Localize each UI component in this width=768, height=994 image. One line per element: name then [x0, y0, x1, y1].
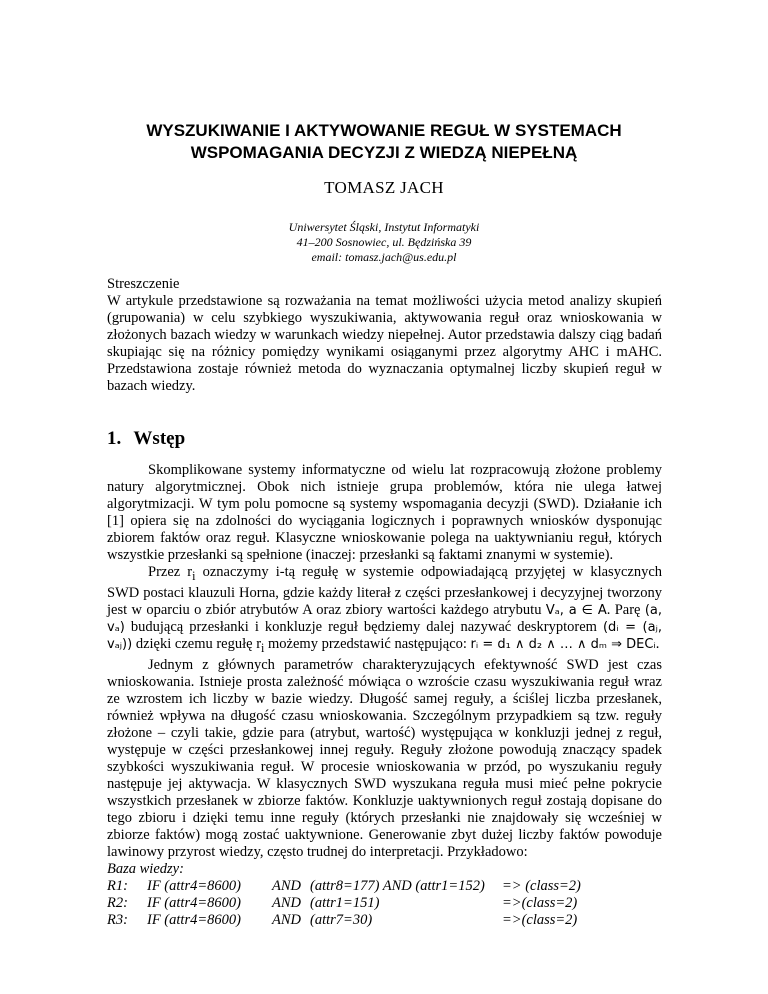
knowledge-base-label: Baza wiedzy: — [107, 860, 184, 877]
rule-operator: AND — [272, 911, 301, 928]
section-heading — [107, 428, 185, 450]
p2-text-e: dzięki czemu regułę r — [132, 635, 262, 652]
p2-sub-e: i — [261, 640, 265, 655]
rule-id: R1: — [107, 877, 128, 894]
rule-operator: AND — [272, 894, 301, 911]
p2-math-4: rᵢ = d₁ ∧ d₂ ∧ … ∧ dₘ ⇒ DECᵢ — [470, 636, 656, 652]
p2-text-g: . — [655, 635, 660, 652]
author-name: TOMASZ JACH — [324, 178, 444, 197]
rule-row — [107, 878, 662, 895]
rule-condition: IF (attr4=8600) — [147, 877, 241, 894]
rule-condition: IF (attr4=8600) — [147, 894, 241, 911]
paragraph-1: Skomplikowane systemy informatyczne od wielu lat rozpracowują złożone problemy natury algorytmicznej. Obok nich istnieje grupa problemów, która nie ulega łatwej algorytmizacji. W tym polu pomocne są systemy wspomagania decyzji (SWD). Działanie ich [1] opiera się na zdolności do wyciągania logicznych i poprawnych wniosków dysponując zbiorem faktów oraz reguł. Klasyczne wnioskowanie polega na uaktywnianiu reguł, których wszystkie przesłanki są spełnione (inaczej: przesłanki są faktami znanymi w systemie). — [107, 462, 662, 563]
abstract — [107, 276, 662, 395]
p2-sub-a: i — [192, 568, 196, 583]
section-title: Wstęp — [133, 428, 186, 449]
affiliation-email: email: tomasz.jach@us.edu.pl — [311, 250, 457, 264]
p2-text-b: oznaczymy i-tą regułę w systemie odpowiadającą przyjętej w klasycznych SWD postaci klauzuli Horna, gdzie każdy literał z części przesłankowej i decyzyjnej tworzony jest w oparciu o zbiór atrybutów A oraz zbiory wartości każdego atrybutu — [107, 564, 663, 618]
section-body — [107, 462, 662, 929]
paper-title — [60, 120, 708, 164]
rule-rest: (attr7=30) — [310, 911, 373, 928]
rule-operator: AND — [272, 877, 301, 894]
rule-conclusion: =>(class=2) — [502, 894, 578, 911]
rules-list — [107, 878, 662, 929]
rule-rest: (attr8=177) AND (attr1=152) — [310, 877, 485, 894]
p2-math-3: (dᵢ = (aⱼ, vₐⱼ)) — [107, 619, 662, 652]
rule-row — [107, 895, 662, 912]
paragraph-3: Jednym z głównych parametrów charakteryzujących efektywność SWD jest czas wnioskowania. Istnieje prosta zależność mówiąca o wzroście czasu wyszukiwania reguł wraz ze wzrostem ich liczby w bazie wiedzy. Długość samej reguły, a ściślej liczba przesłanek, również wpływa na długość czasu wnioskowania. Szczególnym przypadkiem są tzw. reguły złożone – czyli takie, gdzie para (atrybut, wartość) występująca w konkluzji jednej z reguł, występuje w części przesłankowej innej reguły. Reguły złożone powodują znaczący spadek szybkości wyszukiwania reguł. W procesie wnioskowania w przód, po wyszukaniu reguły następuje jej aktywacja. W klasycznych SWD wyszukana reguła musi mieć pełne pokrycie wszystkich przesłanek w zbiorze faktów. Konkluzje uaktywnionych reguł zostają dopisane do tego zbioru i dzięki temu inne reguły (których przesłanki nie znajdowały się wcześniej w zbiorze faktów) mogą zostać uaktywnione. Generowanie zbyt dużej liczby faktów powoduje lawinowy przyrost wiedzy, często trudnej do interpretacji. Przykładowo: — [107, 656, 662, 860]
paragraph-2 — [107, 564, 662, 657]
p2-text-a: Przez r — [148, 564, 193, 580]
abstract-heading: Streszczenie — [107, 276, 180, 292]
rule-id: R2: — [107, 894, 128, 911]
rule-row — [107, 912, 662, 929]
rule-rest: (attr1=151) — [310, 894, 380, 911]
p2-text-c: . Parę — [606, 601, 645, 618]
affiliation — [0, 220, 768, 265]
section-number: 1. — [107, 428, 122, 449]
p2-math-2: (a, vₐ) — [107, 602, 663, 635]
affiliation-line-2: 41–200 Sosnowiec, ul. Będzińska 39 — [296, 235, 472, 249]
rule-conclusion: =>(class=2) — [502, 911, 578, 928]
affiliation-line-1: Uniwersytet Śląski, Instytut Informatyki — [288, 220, 480, 234]
rule-condition: IF (attr4=8600) — [147, 911, 241, 928]
p2-math-1: Vₐ, a ∈ A — [545, 602, 607, 618]
rule-id: R3: — [107, 911, 128, 928]
abstract-text: W artykule przedstawione są rozważania na temat możliwości użycia metod analizy skupień (grupowania) w celu szybkiego wyszukiwania, aktywowania reguł oraz wnioskowania w złożonych bazach wiedzy w warunkach wiedzy niepełnej. Autor przedstawia dalszy ciąg badań skupiając się na różnicy pomiędzy wynikami osiąganymi przez algorytmy AHC i mAHC. Przedstawiona zostaje również metoda do wyznaczania optymalnej liczby skupień reguł w bazach wiedzy. — [107, 293, 662, 394]
p2-text-f: możemy przedstawić następująco: — [264, 635, 471, 652]
title-line-1: WYSZUKIWANIE I AKTYWOWANIE REGUŁ W SYSTEMACH — [146, 121, 622, 140]
p2-text-d: budującą przesłanki i konkluzje reguł będziemy dalej nazywać deskryptorem — [124, 618, 603, 635]
title-line-2: WSPOMAGANIA DECYZJI Z WIEDZĄ NIEPEŁNĄ — [190, 143, 578, 162]
rule-conclusion: => (class=2) — [502, 877, 581, 894]
